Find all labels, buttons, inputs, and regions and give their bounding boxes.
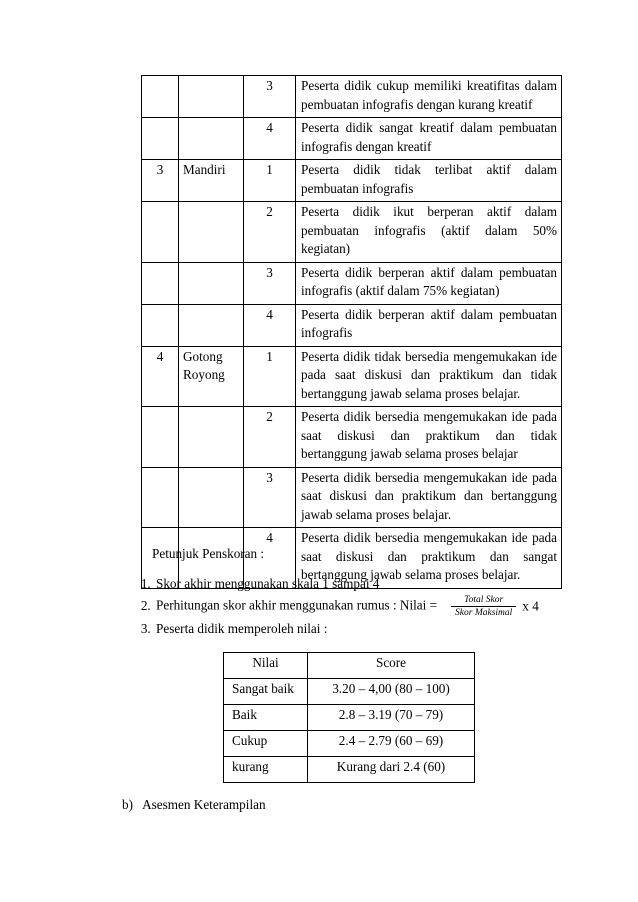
aspect-name (179, 262, 244, 304)
rubric-table (141, 75, 562, 589)
score-value: 3 (244, 76, 296, 118)
column-header-nilai: Nilai (224, 653, 308, 679)
score-formula (451, 594, 516, 619)
penskoran-list (137, 574, 594, 639)
aspect-name (179, 118, 244, 160)
score-description: Peserta didik cukup memiliki kreatifitas dalam pembuatan infografis dengan kurang kreatif (296, 76, 562, 118)
table-row (142, 76, 562, 118)
score-cell: Kurang dari 2.4 (60) (308, 757, 475, 783)
row-number (142, 76, 179, 118)
score-table (223, 652, 475, 783)
score-value: 1 (244, 346, 296, 407)
score-description: Peserta didik bersedia mengemukakan ide pada saat diskusi dan praktikum dan sangat bertanggung jawab selama proses belajar. (296, 528, 562, 589)
score-description: Peserta didik bersedia mengemukakan ide pada saat diskusi dan praktikum dan bertanggung jawab selama proses belajar. (296, 467, 562, 528)
score-description: Peserta didik sangat kreatif dalam pembuatan infografis dengan kreatif (296, 118, 562, 160)
table-row (224, 705, 475, 731)
list-item (154, 619, 594, 639)
score-description: Peserta didik tidak terlibat aktif dalam pembuatan infografis (296, 160, 562, 202)
table-header-row (224, 653, 475, 679)
score-value: 4 (244, 304, 296, 346)
score-value: 1 (244, 160, 296, 202)
nilai-cell: kurang (224, 757, 308, 783)
score-value: 4 (244, 118, 296, 160)
row-number (142, 407, 179, 468)
row-number: 4 (142, 346, 179, 407)
score-value: 2 (244, 202, 296, 263)
score-value: 3 (244, 467, 296, 528)
row-number (142, 202, 179, 263)
table-row (142, 346, 562, 407)
score-cell: 2.4 – 2.79 (60 – 69) (308, 731, 475, 757)
table-row (224, 679, 475, 705)
section-heading: b) Asesmen Keterampilan (122, 797, 266, 812)
row-number: 3 (142, 160, 179, 202)
score-value: 4 (244, 528, 296, 589)
aspect-name (179, 467, 244, 528)
row-number (142, 304, 179, 346)
rule-text: Skor akhir menggunakan skala 1 sampai 4 (156, 576, 380, 591)
table-row (224, 731, 475, 757)
score-cell: 2.8 – 3.19 (70 – 79) (308, 705, 475, 731)
aspect-name (179, 202, 244, 263)
score-cell: 3.20 – 4,00 (80 – 100) (308, 679, 475, 705)
table-row (142, 467, 562, 528)
table-row (142, 407, 562, 468)
aspect-name (179, 304, 244, 346)
formula-multiplier: x 4 (522, 598, 539, 614)
nilai-cell: Baik (224, 705, 308, 731)
formula-numerator: Total Skor (451, 594, 516, 607)
table-row (142, 262, 562, 304)
formula-denominator: Skor Maksimal (455, 608, 513, 618)
table-row (142, 118, 562, 160)
aspect-name: Gotong Royong (179, 346, 244, 407)
score-value: 3 (244, 262, 296, 304)
score-description: Peserta didik berperan aktif dalam pembuatan infografis (aktif dalam 75% kegiatan) (296, 262, 562, 304)
nilai-cell: Cukup (224, 731, 308, 757)
row-number (142, 262, 179, 304)
row-number (142, 118, 179, 160)
score-description: Peserta didik tidak bersedia mengemukakan ide pada saat diskusi dan praktikum dan tidak bertanggung jawab selama proses belajar. (296, 346, 562, 407)
list-item (154, 594, 594, 619)
table-row (224, 757, 475, 783)
aspect-name: Mandiri (179, 160, 244, 202)
list-item (154, 574, 594, 594)
score-value: 2 (244, 407, 296, 468)
table-row (142, 304, 562, 346)
table-row (142, 160, 562, 202)
rule-text: Peserta didik memperoleh nilai : (156, 621, 328, 636)
score-description: Peserta didik ikut berperan aktif dalam pembuatan infografis (aktif dalam 50% kegiatan) (296, 202, 562, 263)
score-description: Peserta didik bersedia mengemukakan ide pada saat diskusi dan praktikum dan tidak bertanggung jawab selama proses belajar (296, 407, 562, 468)
rule-text: Perhitungan skor akhir menggunakan rumus : Nilai = (156, 597, 438, 613)
aspect-name (179, 76, 244, 118)
table-row (142, 202, 562, 263)
score-description: Peserta didik berperan aktif dalam pembuatan infografis (296, 304, 562, 346)
aspect-name (179, 407, 244, 468)
nilai-cell: Sangat baik (224, 679, 308, 705)
penskoran-title: Petunjuk Penskoran : (152, 546, 265, 561)
column-header-score: Score (308, 653, 475, 679)
row-number (142, 467, 179, 528)
